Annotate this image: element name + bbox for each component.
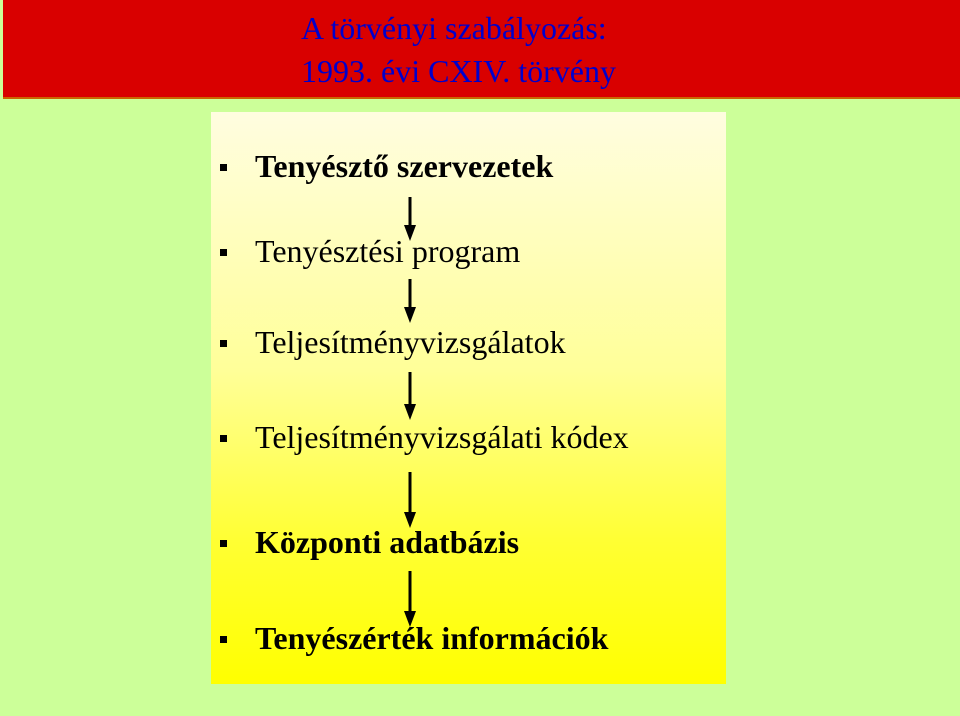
page-subtitle: 1993. évi CXIV. törvény (301, 53, 616, 89)
arrow-down-icon (401, 279, 419, 323)
flow-item-teljesitmenyvizsgalatok (220, 322, 566, 362)
square-bullet-icon (220, 340, 227, 347)
title-banner (3, 0, 960, 99)
square-bullet-icon (220, 249, 227, 256)
flow-item-tenyesztesi-program (220, 231, 520, 271)
flow-item-tenyeszto-szervezetek (220, 146, 553, 186)
flow-item-label: Tenyészérték információk (255, 619, 609, 656)
flow-item-teljesitmenyvizsgalati-kodex (220, 417, 629, 457)
square-bullet-icon (220, 164, 227, 171)
square-bullet-icon (220, 435, 227, 442)
arrow-down-icon (401, 472, 419, 528)
flow-item-label: Teljesítményvizsgálatok (255, 323, 566, 360)
flow-item-kozponti-adatbazis (220, 522, 519, 562)
flow-item-label: Tenyésztési program (255, 232, 521, 269)
square-bullet-icon (220, 540, 227, 547)
flow-item-label: Teljesítményvizsgálati kódex (255, 418, 629, 455)
flow-item-tenyeszertek-informaciok (220, 618, 608, 658)
flow-item-label: Tenyésztő szervezetek (255, 147, 554, 184)
square-bullet-icon (220, 636, 227, 643)
arrow-down-icon (401, 372, 419, 420)
flow-panel (211, 112, 726, 684)
flow-item-label: Központi adatbázis (255, 523, 520, 560)
page-title: A törvényi szabályozás: (301, 10, 607, 46)
